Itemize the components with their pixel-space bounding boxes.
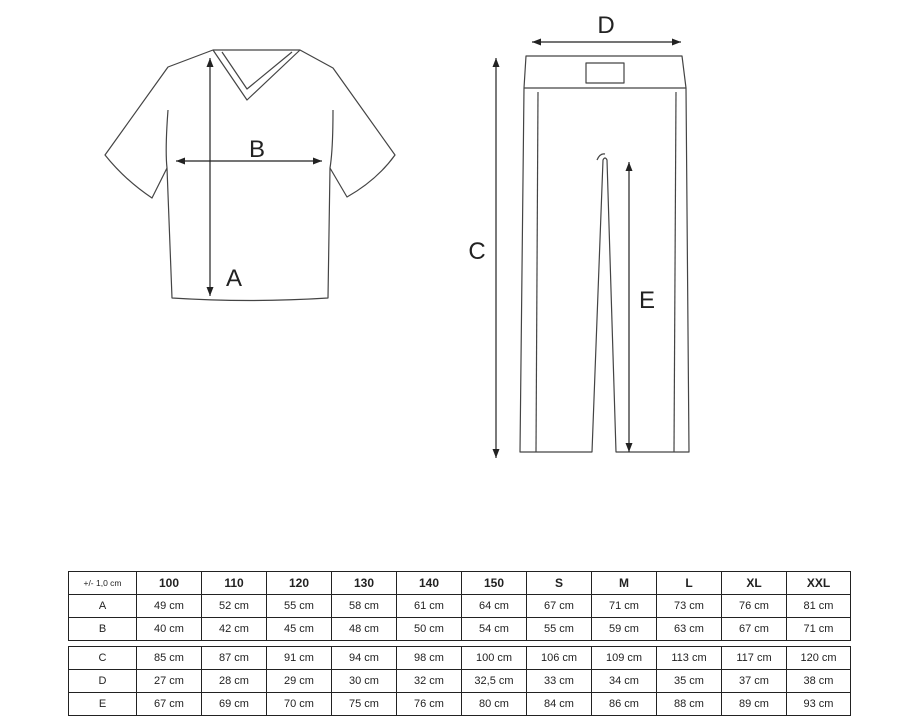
pants-outline xyxy=(520,56,689,452)
size-header-cell: 130 xyxy=(332,572,397,595)
measurement-cell: 58 cm xyxy=(332,595,397,618)
measurement-cell: 32 cm xyxy=(397,670,462,693)
measurement-cell: 67 cm xyxy=(722,618,787,641)
measurement-cell: 67 cm xyxy=(137,693,202,716)
row-label-cell: B xyxy=(69,618,137,641)
measurement-cell: 86 cm xyxy=(592,693,657,716)
measurement-cell: 55 cm xyxy=(267,595,332,618)
measurement-cell: 40 cm xyxy=(137,618,202,641)
row-label-cell: D xyxy=(69,670,137,693)
measurement-cell: 85 cm xyxy=(137,647,202,670)
header-row xyxy=(69,572,851,595)
label-b: B xyxy=(248,136,266,163)
row-label-cell: E xyxy=(69,693,137,716)
measurement-cell: 69 cm xyxy=(202,693,267,716)
measurement-cell: 70 cm xyxy=(267,693,332,716)
table-row xyxy=(69,693,851,716)
measurement-cell: 89 cm xyxy=(722,693,787,716)
measurement-cell: 71 cm xyxy=(787,618,851,641)
measurement-cell: 55 cm xyxy=(527,618,592,641)
measurement-cell: 76 cm xyxy=(722,595,787,618)
measurement-cell: 27 cm xyxy=(137,670,202,693)
size-header-cell: 140 xyxy=(397,572,462,595)
measurement-cell: 29 cm xyxy=(267,670,332,693)
table-row xyxy=(69,595,851,618)
measurement-cell: 50 cm xyxy=(397,618,462,641)
measurement-cell: 98 cm xyxy=(397,647,462,670)
measurement-cell: 100 cm xyxy=(462,647,527,670)
size-header-cell: 110 xyxy=(202,572,267,595)
measurement-cell: 81 cm xyxy=(787,595,851,618)
measurement-cell: 49 cm xyxy=(137,595,202,618)
measurement-cell: 91 cm xyxy=(267,647,332,670)
measurement-cell: 109 cm xyxy=(592,647,657,670)
measurement-cell: 37 cm xyxy=(722,670,787,693)
label-e: E xyxy=(638,287,656,314)
table-row xyxy=(69,670,851,693)
size-header-cell: M xyxy=(592,572,657,595)
measurement-cell: 34 cm xyxy=(592,670,657,693)
table-row xyxy=(69,618,851,641)
measurement-cell: 35 cm xyxy=(657,670,722,693)
measurement-cell: 42 cm xyxy=(202,618,267,641)
size-table-shirt xyxy=(68,571,851,641)
measurement-cell: 63 cm xyxy=(657,618,722,641)
measurement-cell: 75 cm xyxy=(332,693,397,716)
label-d: D xyxy=(597,12,615,39)
measurement-cell: 48 cm xyxy=(332,618,397,641)
measurement-cell: 117 cm xyxy=(722,647,787,670)
measurement-cell: 80 cm xyxy=(462,693,527,716)
measurement-cell: 33 cm xyxy=(527,670,592,693)
size-header-cell: L xyxy=(657,572,722,595)
measurement-cell: 87 cm xyxy=(202,647,267,670)
measurement-cell: 61 cm xyxy=(397,595,462,618)
size-header-cell: S xyxy=(527,572,592,595)
measurement-cell: 106 cm xyxy=(527,647,592,670)
measurement-cell: 88 cm xyxy=(657,693,722,716)
row-label-cell: C xyxy=(69,647,137,670)
shirt-outline xyxy=(105,50,395,301)
label-c: C xyxy=(468,238,486,265)
measurement-cell: 76 cm xyxy=(397,693,462,716)
table-row xyxy=(69,647,851,670)
measurement-cell: 84 cm xyxy=(527,693,592,716)
size-header-cell: XXL xyxy=(787,572,851,595)
size-header-cell: 150 xyxy=(462,572,527,595)
measurement-cell: 120 cm xyxy=(787,647,851,670)
row-label-cell: A xyxy=(69,595,137,618)
measurement-cell: 30 cm xyxy=(332,670,397,693)
measurement-cell: 32,5 cm xyxy=(462,670,527,693)
size-table-pants xyxy=(68,646,851,716)
measurement-cell: 28 cm xyxy=(202,670,267,693)
size-header-cell: 120 xyxy=(267,572,332,595)
measurement-cell: 38 cm xyxy=(787,670,851,693)
measurement-cell: 71 cm xyxy=(592,595,657,618)
measurement-cell: 45 cm xyxy=(267,618,332,641)
measurement-cell: 93 cm xyxy=(787,693,851,716)
measurement-cell: 94 cm xyxy=(332,647,397,670)
label-a: A xyxy=(225,265,243,292)
measurement-cell: 64 cm xyxy=(462,595,527,618)
size-header-cell: 100 xyxy=(137,572,202,595)
measurement-cell: 67 cm xyxy=(527,595,592,618)
measurement-cell: 54 cm xyxy=(462,618,527,641)
measurement-cell: 73 cm xyxy=(657,595,722,618)
size-header-cell: XL xyxy=(722,572,787,595)
measurement-cell: 52 cm xyxy=(202,595,267,618)
measurement-cell: 59 cm xyxy=(592,618,657,641)
measurement-cell: 113 cm xyxy=(657,647,722,670)
tolerance-cell: +/- 1,0 cm xyxy=(69,572,137,595)
